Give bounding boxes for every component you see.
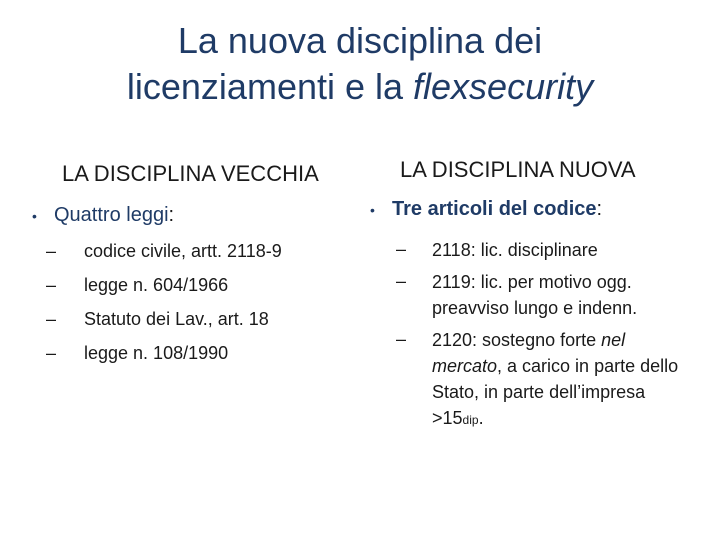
right-bullet-text: Tre articoli del codice: [392, 198, 597, 220]
title-line-2-italic: flexsecurity: [413, 66, 594, 107]
dash-icon: –: [396, 239, 407, 259]
right-item-3-end: .: [478, 408, 484, 428]
list-item: [368, 237, 698, 263]
right-bullet: [368, 196, 698, 223]
left-heading: LA DISCIPLINA VECCHIA: [62, 161, 319, 186]
dash-icon: –: [396, 329, 407, 349]
left-bullet-colon: :: [168, 204, 175, 226]
right-item-3-part2: , a carico in parte dello Stato, in parte dell’impresa >15: [432, 356, 679, 428]
title-line-1: La nuova disciplina dei: [177, 20, 543, 61]
dash-icon: –: [46, 241, 57, 261]
right-sublist: [368, 237, 698, 433]
right-item-3: [432, 327, 698, 433]
dash-icon: –: [46, 275, 57, 295]
bullet-dot-icon: •: [32, 208, 37, 224]
left-item-3: Statuto dei Lav., art. 18: [84, 309, 269, 329]
left-item-2: legge n. 604/1966: [84, 275, 229, 295]
dash-icon: –: [46, 309, 57, 329]
right-heading: LA DISCIPLINA NUOVA: [400, 157, 636, 182]
right-item-3-small: dip: [462, 413, 479, 427]
right-bullet-colon: :: [596, 198, 603, 220]
list-item: [30, 239, 360, 263]
list-item: [368, 269, 698, 321]
dash-icon: –: [396, 271, 407, 291]
left-item-1: codice civile, artt. 2118-9: [84, 241, 282, 261]
list-item: [30, 307, 360, 331]
list-item: [30, 341, 360, 365]
left-item-4: legge n. 108/1990: [84, 343, 229, 363]
left-bullet: [30, 202, 360, 229]
title-line-2: [0, 64, 720, 110]
title-line-2-plain: licenziamenti e la: [126, 66, 414, 107]
dash-icon: –: [46, 343, 57, 363]
right-item-3-part1: 2120: sostegno forte: [432, 330, 602, 350]
right-column: [368, 157, 698, 439]
list-item: [30, 273, 360, 297]
bullet-dot-icon: •: [370, 202, 375, 218]
right-item-1: 2118: lic. disciplinare: [432, 240, 598, 260]
right-item-2: 2119: lic. per motivo ogg. preavviso lungo e indenn.: [432, 272, 638, 318]
slide-title: [0, 18, 720, 110]
list-item: [368, 327, 698, 433]
right-item-3-italic: nel mercato: [432, 330, 626, 376]
left-bullet-text: Quattro leggi: [54, 204, 169, 226]
left-column: [30, 160, 360, 375]
left-sublist: [30, 239, 360, 365]
